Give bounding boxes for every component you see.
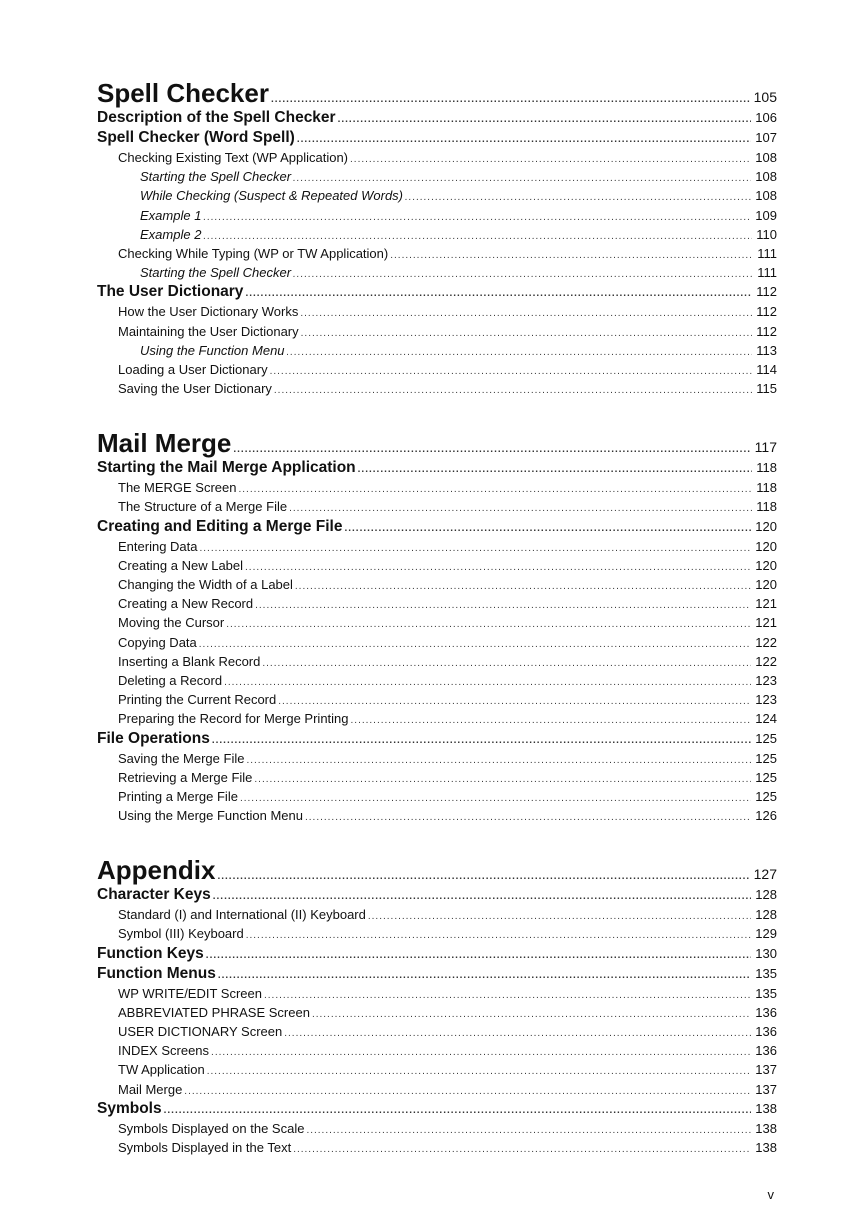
subsection-entry[interactable]: [97, 709, 777, 728]
toc-entry-page: 125: [755, 788, 777, 804]
toc-entry-title: Printing a Merge File: [118, 788, 238, 804]
toc-entry-title: Entering Data: [118, 538, 198, 554]
subsection-entry[interactable]: [97, 302, 777, 321]
toc-entry-page: 120: [755, 538, 777, 554]
toc-entry-title: Checking Existing Text (WP Application): [118, 150, 349, 165]
toc-entry-page: 137: [755, 1081, 777, 1097]
toc-entry-title: Description of the Spell Checker: [97, 109, 336, 126]
subsection-entry[interactable]: [97, 379, 777, 398]
subsection-entry[interactable]: [97, 148, 777, 167]
toc-entry-page: 105: [753, 89, 777, 105]
section-entry[interactable]: [97, 517, 777, 537]
dot-leader: [164, 1101, 752, 1121]
dot-leader: [255, 596, 751, 615]
dot-leader: [239, 480, 753, 499]
toc-entry-title: Using the Function Menu: [140, 342, 285, 358]
section-entry[interactable]: [97, 729, 777, 749]
section-entry[interactable]: [97, 128, 777, 148]
subsubsection-entry[interactable]: [97, 206, 777, 225]
subsection-entry[interactable]: [97, 478, 777, 497]
toc-entry-title: INDEX Screens: [118, 1043, 210, 1059]
section-entry[interactable]: [97, 964, 777, 984]
dot-leader: [295, 577, 751, 596]
dot-leader: [351, 711, 752, 730]
toc-entry-title: The MERGE Screen: [118, 480, 237, 496]
toc-entry-title: Starting the Spell Checker: [140, 169, 292, 185]
toc-entry-page: 135: [755, 965, 777, 981]
subsection-entry[interactable]: [97, 360, 777, 379]
toc-entry-page: 112: [756, 304, 777, 320]
dot-leader: [297, 130, 751, 150]
toc-entry-title: Saving the User Dictionary: [118, 381, 272, 397]
subsection-entry[interactable]: [97, 1119, 777, 1138]
toc-entry-page: 122: [755, 634, 777, 650]
toc-entry-page: 106: [755, 110, 777, 125]
toc-entry-page: 128: [755, 907, 777, 923]
toc-entry-page: 122: [755, 653, 777, 669]
toc-entry-page: 111: [757, 245, 777, 261]
toc-entry-title: The Structure of a Merge File: [118, 499, 288, 515]
dot-leader: [200, 539, 752, 558]
dot-leader: [368, 907, 751, 926]
toc-entry-title: Preparing the Record for Merge Printing: [118, 711, 349, 727]
subsection-entry[interactable]: [97, 671, 777, 690]
toc-entry-title: How the User Dictionary Works: [118, 304, 299, 320]
toc-entry-title: Deleting a Record: [118, 672, 223, 688]
dot-leader: [246, 751, 751, 770]
dot-leader: [212, 731, 751, 751]
subsection-entry[interactable]: [97, 652, 777, 671]
dot-leader: [203, 208, 751, 227]
toc-entry-title: Retrieving a Merge File: [118, 769, 253, 785]
toc-entry-title: Spell Checker: [97, 78, 269, 108]
subsection-entry[interactable]: [97, 1003, 777, 1022]
dot-leader: [245, 284, 752, 304]
chapter-heading[interactable]: [97, 855, 777, 885]
subsection-entry[interactable]: [97, 905, 777, 924]
toc-entry-title: Symbols Displayed on the Scale: [118, 1120, 305, 1136]
subsubsection-entry[interactable]: [97, 225, 777, 244]
subsection-entry[interactable]: [97, 322, 777, 341]
toc-entry-title: Appendix: [97, 855, 216, 886]
dot-leader: [301, 324, 753, 343]
subsubsection-entry[interactable]: [97, 341, 777, 360]
toc-entry-page: 125: [755, 730, 777, 746]
toc-entry-title: Function Menus: [97, 964, 216, 982]
dot-leader: [246, 926, 752, 945]
toc-entry-page: 125: [755, 750, 777, 766]
dot-leader: [293, 265, 753, 284]
toc-entry-title: Moving the Cursor: [118, 615, 225, 631]
toc-entry-page: 135: [755, 985, 777, 1001]
toc-entry-title: Mail Merge: [97, 428, 232, 459]
dot-leader: [284, 1024, 751, 1043]
dot-leader: [245, 558, 751, 577]
toc-entry-title: Symbols Displayed in the Text: [118, 1139, 292, 1155]
subsection-entry[interactable]: [97, 537, 777, 556]
toc-entry-title: Checking While Typing (WP or TW Application): [118, 245, 389, 261]
dot-leader: [207, 1062, 752, 1081]
dot-leader: [405, 188, 751, 207]
dot-leader: [224, 673, 751, 692]
toc-entry-page: 120: [755, 518, 777, 534]
dot-leader: [390, 246, 753, 265]
toc-entry-title: Standard (I) and International (II) Keyboard: [118, 907, 366, 923]
subsection-entry[interactable]: [97, 244, 777, 263]
subsection-entry[interactable]: [97, 1022, 777, 1041]
subsection-entry[interactable]: [97, 633, 777, 652]
dot-leader: [254, 770, 751, 789]
toc-entry-page: 117: [754, 439, 777, 456]
dot-leader: [211, 1043, 751, 1062]
dot-leader: [293, 1140, 751, 1159]
dot-leader: [226, 615, 751, 634]
toc-entry-title: Maintaining the User Dictionary: [118, 323, 299, 339]
dot-leader: [350, 150, 751, 169]
section-entry[interactable]: [97, 944, 777, 964]
subsection-entry[interactable]: [97, 1060, 777, 1079]
toc-entry-title: Example 2: [140, 226, 202, 242]
toc-entry-page: 108: [755, 188, 777, 204]
dot-leader: [278, 692, 751, 711]
subsection-entry[interactable]: [97, 787, 777, 806]
toc-entry-title: Symbol (III) Keyboard: [118, 926, 244, 942]
dot-leader: [184, 1082, 751, 1101]
toc-entry-title: Character Keys: [97, 886, 211, 904]
subsection-entry[interactable]: [97, 768, 777, 787]
toc-entry-title: Creating a New Label: [118, 557, 244, 573]
dot-leader: [338, 110, 752, 130]
toc-entry-title: Changing the Width of a Label: [118, 577, 293, 592]
dot-leader: [274, 381, 752, 400]
toc-entry-page: 112: [756, 323, 777, 339]
section-entry[interactable]: [97, 282, 777, 302]
section-entry[interactable]: [97, 108, 777, 128]
toc-entry-page: 136: [755, 1004, 777, 1020]
dot-leader: [287, 343, 753, 362]
toc-entry-title: Creating a New Record: [118, 596, 254, 612]
chapter-heading[interactable]: [97, 78, 777, 108]
subsubsection-entry[interactable]: [97, 167, 777, 186]
toc-entry-page: 110: [756, 226, 777, 242]
toc-entry-title: Printing the Current Record: [118, 692, 277, 708]
subsection-entry[interactable]: [97, 497, 777, 516]
toc-entry-page: 107: [755, 130, 777, 145]
toc-entry-title: The User Dictionary: [97, 283, 244, 301]
toc-entry-page: 118: [756, 499, 777, 515]
toc-entry-title: Starting the Spell Checker: [140, 265, 292, 281]
toc-entry-title: TW Application: [118, 1062, 205, 1078]
page-number: v: [767, 1187, 774, 1202]
subsection-entry[interactable]: [97, 806, 777, 825]
toc-entry-title: Mail Merge: [118, 1081, 183, 1097]
toc-entry-page: 118: [756, 460, 777, 476]
subsection-entry[interactable]: [97, 984, 777, 1003]
toc-entry-page: 128: [755, 887, 777, 903]
subsection-entry[interactable]: [97, 613, 777, 632]
toc-entry-title: Inserting a Blank Record: [118, 653, 261, 669]
subsection-entry[interactable]: [97, 749, 777, 768]
toc-entry-title: Example 1: [140, 207, 202, 223]
toc-entry-page: 138: [755, 1100, 777, 1116]
subsection-entry[interactable]: [97, 575, 777, 594]
toc-entry-page: 108: [755, 150, 777, 165]
dot-leader: [218, 966, 751, 986]
toc-entry-title: Spell Checker (Word Spell): [97, 129, 295, 146]
toc-entry-page: 124: [755, 711, 777, 727]
subsubsection-entry[interactable]: [97, 186, 777, 205]
toc-entry-page: 109: [755, 207, 777, 223]
dot-leader: [264, 986, 751, 1005]
toc-entry-page: 108: [755, 169, 777, 185]
toc-entry-page: 125: [755, 769, 777, 785]
dot-leader: [240, 789, 751, 808]
toc-entry-page: 111: [757, 265, 777, 281]
subsubsection-entry[interactable]: [97, 263, 777, 282]
toc-entry-title: Symbols: [97, 1099, 162, 1117]
toc-entry-title: Creating and Editing a Merge File: [97, 517, 343, 535]
toc-entry-page: 127: [753, 866, 777, 883]
toc-entry-page: 136: [755, 1043, 777, 1059]
dot-leader: [305, 808, 751, 827]
table-of-contents: [97, 78, 777, 1157]
dot-leader: [289, 499, 752, 518]
toc-entry-page: 121: [755, 615, 777, 631]
chapter-spacer: [97, 398, 777, 428]
dot-leader: [213, 887, 752, 907]
toc-entry-title: Copying Data: [118, 634, 197, 650]
chapter-spacer: [97, 825, 777, 855]
dot-leader: [312, 1005, 751, 1024]
toc-entry-page: 121: [755, 596, 777, 612]
toc-entry-page: 137: [755, 1062, 777, 1078]
subsection-entry[interactable]: [97, 594, 777, 613]
toc-entry-page: 136: [755, 1024, 777, 1039]
toc-entry-page: 113: [756, 342, 777, 358]
dot-leader: [300, 304, 752, 323]
dot-leader: [344, 519, 751, 539]
subsection-entry[interactable]: [97, 556, 777, 575]
toc-entry-page: 123: [755, 672, 777, 688]
toc-entry-page: 114: [756, 361, 777, 377]
subsection-entry[interactable]: [97, 690, 777, 709]
toc-entry-page: 138: [755, 1139, 777, 1155]
toc-entry-title: Saving the Merge File: [118, 750, 245, 766]
toc-entry-page: 138: [755, 1120, 777, 1136]
subsection-entry[interactable]: [97, 1080, 777, 1099]
section-entry[interactable]: [97, 458, 777, 478]
section-entry[interactable]: [97, 1099, 777, 1119]
toc-entry-page: 120: [755, 557, 777, 573]
toc-entry-page: 130: [755, 945, 777, 961]
toc-entry-page: 126: [755, 808, 777, 824]
toc-entry-title: WP WRITE/EDIT Screen: [118, 985, 262, 1001]
dot-leader: [358, 460, 753, 480]
toc-entry-title: Using the Merge Function Menu: [118, 808, 303, 824]
toc-entry-title: USER DICTIONARY Screen: [118, 1024, 283, 1039]
toc-entry-page: 118: [756, 480, 777, 496]
toc-entry-title: While Checking (Suspect & Repeated Words): [140, 188, 404, 204]
dot-leader: [199, 635, 752, 654]
toc-entry-page: 115: [756, 381, 777, 397]
chapter-heading[interactable]: [97, 428, 777, 458]
subsection-entry[interactable]: [97, 1041, 777, 1060]
section-entry[interactable]: [97, 885, 777, 905]
toc-entry-page: 120: [755, 577, 777, 592]
toc-entry-title: ABBREVIATED PHRASE Screen: [118, 1004, 310, 1020]
toc-entry-title: Loading a User Dictionary: [118, 361, 268, 377]
toc-entry-page: 123: [755, 692, 777, 708]
toc-entry-page: 112: [756, 284, 777, 300]
toc-entry-title: File Operations: [97, 729, 210, 747]
toc-entry-title: Starting the Mail Merge Application: [97, 459, 356, 477]
dot-leader: [306, 1121, 751, 1140]
dot-leader: [270, 362, 753, 381]
toc-entry-page: 129: [755, 926, 777, 942]
subsection-entry[interactable]: [97, 1138, 777, 1157]
toc-entry-title: Function Keys: [97, 944, 204, 962]
subsection-entry[interactable]: [97, 924, 777, 943]
dot-leader: [206, 946, 752, 966]
dot-leader: [262, 654, 751, 673]
